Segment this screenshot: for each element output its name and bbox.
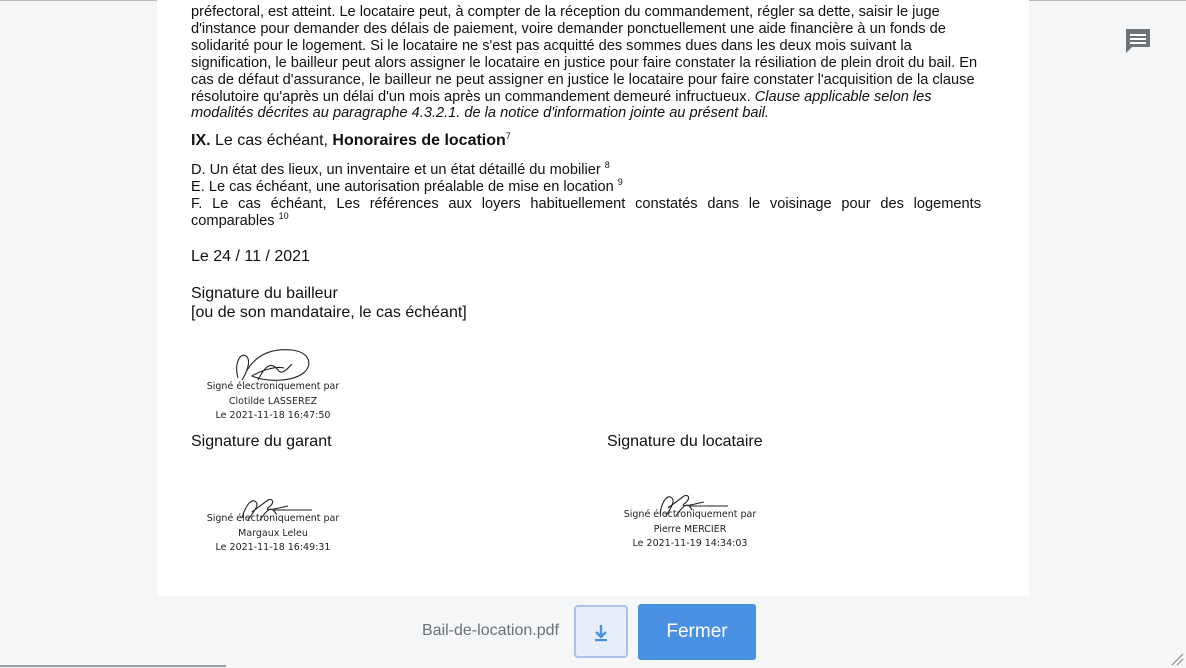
clause-italic-line: modalités décrites au paragraphe 4.3.2.1. de la notice d'information jointe au présent bail. [191, 105, 769, 122]
clause-line: préfectoral, est atteint. Le locataire peut, à compter de la réception du commandement, régler sa dette, saisir le juge [191, 4, 940, 20]
file-name: Bail-de-location.pdf [422, 622, 559, 639]
clause-line: signification, le bailleur peut alors assigner le locataire en justice pour faire constater la résiliation de plein droit du bail. En [191, 54, 978, 71]
clause-italic: Clause applicable selon les [754, 88, 932, 105]
footnote-ref: 7 [505, 131, 511, 141]
clause-line: d'instance pour demander des délais de paiement, voire demander ponctuellement une aide financière à un fonds de [191, 20, 946, 37]
list-item-d: D. Un état des lieux, un inventaire et un état détaillé du mobilier $^8$ [191, 160, 610, 178]
clause-paragraph [191, 4, 981, 122]
bailleur-signature-label: Signature du bailleur [ou de son mandataire, le cas échéant] [191, 285, 981, 322]
list-item-f: F. Le cas échéant, Les références aux loyers habituellement constatés dans le voisinage pour des logements comparables $^{10}$ [191, 195, 981, 229]
signer-name: Pierre MERCIER [653, 523, 727, 535]
footnote-ref: 10 [278, 210, 289, 221]
footnote-ref: 8 [604, 160, 610, 170]
garant-signature-label: Signature du garant [191, 433, 332, 450]
comment-icon[interactable] [1124, 27, 1152, 55]
item-list [191, 162, 981, 230]
bailleur-signature-block: Signé électroniquement par Clotilde LASSEREZ Le 2021-11-18 16:47:50 [193, 380, 353, 424]
garant-signature-block: Signé électroniquement par Margaux Leleu Le 2021-11-18 16:49:31 [193, 512, 353, 556]
section-heading [191, 133, 981, 150]
close-button[interactable]: Fermer [638, 604, 756, 660]
section-number: IX. [191, 132, 211, 149]
list-item-e: E. Le cas échéant, une autorisation préalable de mise en location $^9$ [191, 176, 623, 195]
progress-line [0, 665, 226, 667]
signature-timestamp: Le 2021-11-19 14:34:03 [632, 538, 748, 549]
download-button[interactable] [574, 605, 628, 658]
clause-line: cas de défaut d'assurance, le bailleur ne peut assigner en justice le locataire pour faire constater l'acquisition de la clause [191, 71, 975, 88]
signature-timestamp: Le 2021-11-18 16:49:31 [215, 542, 331, 553]
clause-text: résolutoire qu'après un délai d'un mois après un commandement demeuré infructueux. [191, 88, 755, 105]
signature-timestamp: Le 2021-11-18 16:47:50 [215, 410, 331, 421]
bailleur-signature-sub: [ou de son mandataire, le cas échéant] [191, 303, 467, 321]
document-date: Le 24 / 11 / 2021 [191, 248, 310, 265]
download-icon [576, 607, 626, 656]
footnote-ref: 9 [617, 176, 623, 187]
resize-grip-icon[interactable] [1170, 652, 1184, 666]
section-pre: Le cas échéant, [210, 132, 333, 149]
locataire-signature-label: Signature du locataire [607, 433, 763, 450]
signer-name: Clotilde LASSEREZ [228, 395, 318, 407]
clause-line: solidarité pour le logement. Si le locataire ne s'est pas acquitté des sommes dues dans les deux mois suivant la [191, 37, 912, 54]
signer-name: Margaux Leleu [238, 527, 308, 539]
section-title: Honoraires de location [332, 132, 506, 149]
clause-line [191, 89, 981, 106]
locataire-signature-block: Signé électroniquement par Pierre MERCIER Le 2021-11-19 14:34:03 [610, 508, 770, 552]
